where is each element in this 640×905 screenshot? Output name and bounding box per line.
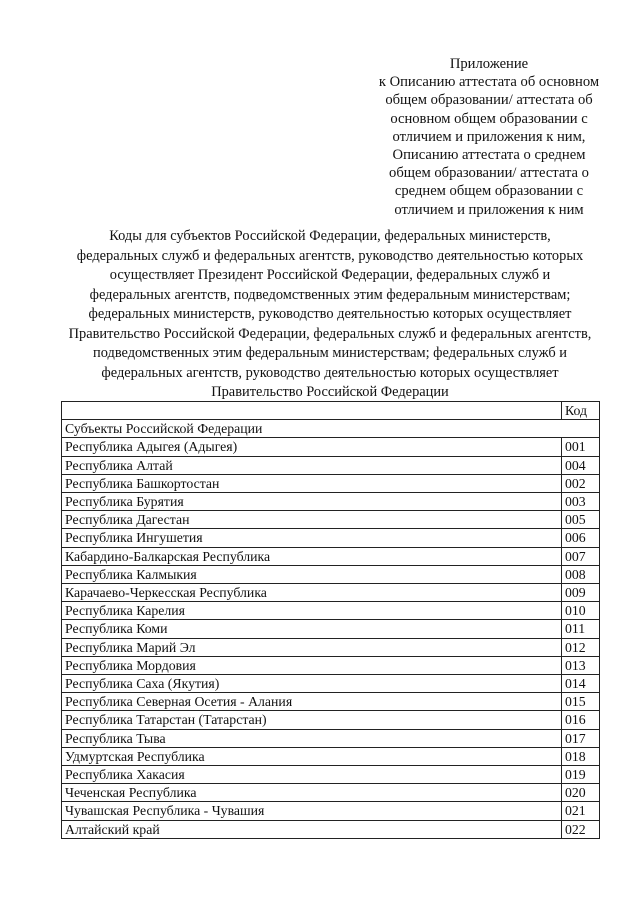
subject-name-cell: Республика Северная Осетия - Алания <box>62 693 562 711</box>
subject-name-cell: Республика Хакасия <box>62 766 562 784</box>
table-row <box>62 802 600 820</box>
appendix-line: общем образовании/ аттестата об <box>385 92 593 109</box>
appendix-line: основном общем образовании с <box>390 110 588 127</box>
subject-name-cell: Республика Адыгея (Адыгея) <box>62 438 562 456</box>
subject-code-cell: 011 <box>562 620 600 638</box>
subject-code-cell: 010 <box>562 602 600 620</box>
heading-line: осуществляет Президент Российской Федерации, федеральных служб и <box>109 267 551 283</box>
subject-name-cell: Республика Ингушетия <box>62 529 562 547</box>
table-row <box>62 638 600 656</box>
heading-line: Правительство Российской Федерации <box>211 384 449 400</box>
table-row <box>62 547 600 565</box>
appendix-line: общем образовании/ аттестата о <box>389 165 589 182</box>
codes-table <box>61 401 600 839</box>
table-row <box>62 675 600 693</box>
subject-code-cell: 022 <box>562 820 600 838</box>
subject-name-cell: Карачаево-Черкесская Республика <box>62 584 562 602</box>
table-row <box>62 656 600 674</box>
subject-name-cell: Республика Татарстан (Татарстан) <box>62 711 562 729</box>
subject-code-cell: 016 <box>562 711 600 729</box>
subject-name-cell: Чувашская Республика - Чувашия <box>62 802 562 820</box>
table-row <box>62 820 600 838</box>
subject-code-cell: 017 <box>562 729 600 747</box>
heading-line: федеральных министерств, руководство деятельностью которых осуществляет <box>88 306 572 322</box>
subject-name-cell: Кабардино-Балкарская Республика <box>62 547 562 565</box>
table-header-row <box>62 402 600 420</box>
appendix-line: Приложение <box>449 56 529 72</box>
table-row <box>62 584 600 602</box>
subject-code-cell: 021 <box>562 802 600 820</box>
subject-code-cell: 012 <box>562 638 600 656</box>
table-row <box>62 747 600 765</box>
table-row <box>62 602 600 620</box>
subject-code-cell: 008 <box>562 565 600 583</box>
table-row <box>62 456 600 474</box>
appendix-line: Описанию аттестата о среднем <box>392 147 586 164</box>
heading-line: федеральных агентств, подведомственных этим федеральным министерствам; <box>89 286 571 303</box>
subject-code-cell: 002 <box>562 474 600 492</box>
appendix-line: отличием и приложения к ним, <box>392 128 586 145</box>
subject-name-cell: Республика Дагестан <box>62 511 562 529</box>
subject-code-cell: 004 <box>562 456 600 474</box>
appendix-line: среднем общем образовании с <box>394 183 584 200</box>
subject-code-cell: 020 <box>562 784 600 802</box>
subject-code-cell: 009 <box>562 584 600 602</box>
table-group-row <box>62 420 600 438</box>
table-row <box>62 766 600 784</box>
subject-name-cell: Республика Тыва <box>62 729 562 747</box>
subject-name-cell: Республика Саха (Якутия) <box>62 675 562 693</box>
subject-name-cell: Республика Бурятия <box>62 493 562 511</box>
subject-name-cell: Удмуртская Республика <box>62 747 562 765</box>
subject-code-cell: 019 <box>562 766 600 784</box>
subject-name-cell: Алтайский край <box>62 820 562 838</box>
subject-code-cell: 007 <box>562 547 600 565</box>
appendix-line: отличием и приложения к ним <box>394 201 584 218</box>
appendix-note <box>350 55 628 219</box>
document-heading <box>40 227 620 403</box>
heading-line: Правительство Российской Федерации, федеральных служб и федеральных агентств, <box>68 325 592 342</box>
table-row <box>62 474 600 492</box>
subject-code-cell: 006 <box>562 529 600 547</box>
header-name-cell <box>62 402 562 420</box>
heading-line: Коды для субъектов Российской Федерации, федеральных министерств, <box>109 228 551 244</box>
table-row <box>62 438 600 456</box>
subject-code-cell: 015 <box>562 693 600 711</box>
codes-table-body <box>62 402 600 839</box>
subject-code-cell: 001 <box>562 438 600 456</box>
subject-name-cell: Республика Мордовия <box>62 656 562 674</box>
header-code-cell: Код <box>562 402 600 420</box>
appendix-line: к Описанию аттестата об основном <box>378 74 600 91</box>
subject-code-cell: 003 <box>562 493 600 511</box>
subject-name-cell: Республика Алтай <box>62 456 562 474</box>
subject-name-cell: Республика Карелия <box>62 602 562 620</box>
subject-code-cell: 014 <box>562 675 600 693</box>
subject-name-cell: Чеченская Республика <box>62 784 562 802</box>
table-row <box>62 620 600 638</box>
table-row <box>62 493 600 511</box>
table-row <box>62 711 600 729</box>
heading-line: подведомственных этим федеральным министерствам; федеральных служб и <box>93 345 567 361</box>
subject-name-cell: Республика Марий Эл <box>62 638 562 656</box>
subject-code-cell: 018 <box>562 747 600 765</box>
heading-line: федеральных агентств, руководство деятельностью которых осуществляет <box>101 364 559 381</box>
subject-code-cell: 013 <box>562 656 600 674</box>
subject-name-cell: Республика Коми <box>62 620 562 638</box>
subject-name-cell: Республика Башкортостан <box>62 474 562 492</box>
table-row <box>62 511 600 529</box>
table-row <box>62 565 600 583</box>
table-row <box>62 693 600 711</box>
table-row <box>62 729 600 747</box>
table-row <box>62 529 600 547</box>
subject-code-cell: 005 <box>562 511 600 529</box>
table-row <box>62 784 600 802</box>
heading-line: федеральных служб и федеральных агентств, руководство деятельностью которых <box>76 247 584 264</box>
subject-name-cell: Республика Калмыкия <box>62 565 562 583</box>
group-label-cell: Субъекты Российской Федерации <box>62 420 600 438</box>
